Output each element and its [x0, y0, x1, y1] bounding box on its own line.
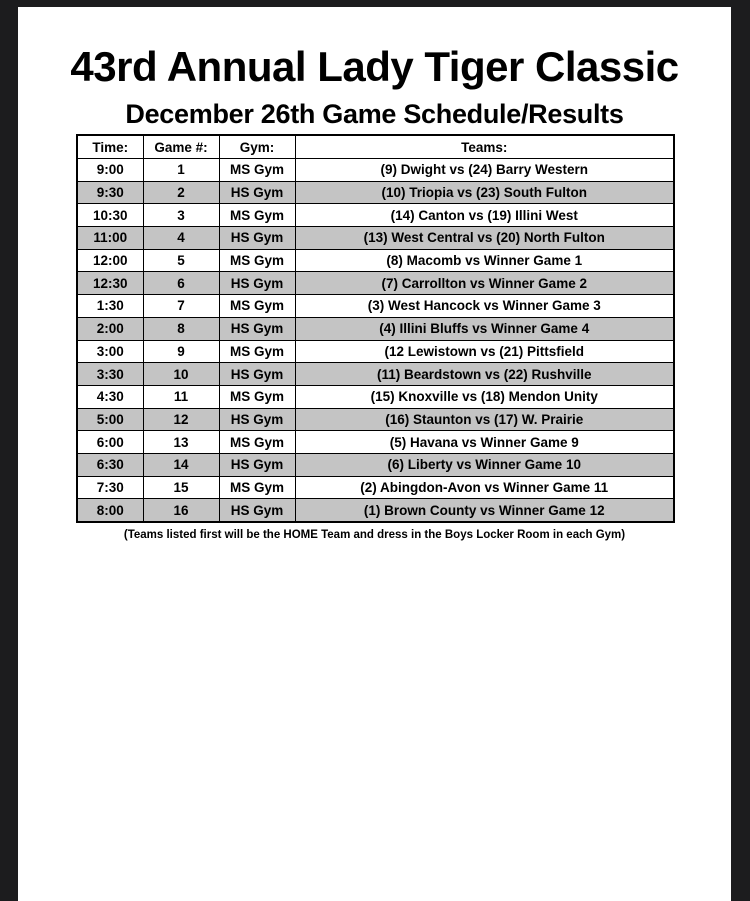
cell-gym: MS Gym [219, 249, 295, 272]
cell-time: 4:30 [77, 385, 143, 408]
cell-teams: (9) Dwight vs (24) Barry Western [295, 159, 674, 182]
table-row [77, 408, 674, 431]
cell-time: 3:30 [77, 363, 143, 386]
cell-time: 6:30 [77, 453, 143, 476]
cell-gym: MS Gym [219, 476, 295, 499]
header-teams: Teams: [295, 135, 674, 159]
cell-game-number: 2 [143, 181, 219, 204]
cell-teams: (2) Abingdon-Avon vs Winner Game 11 [295, 476, 674, 499]
table-row [77, 249, 674, 272]
cell-time: 12:00 [77, 249, 143, 272]
cell-gym: HS Gym [219, 499, 295, 522]
cell-teams: (13) West Central vs (20) North Fulton [295, 227, 674, 250]
table-row [77, 453, 674, 476]
cell-time: 8:00 [77, 499, 143, 522]
table-row [77, 363, 674, 386]
header-time: Time: [77, 135, 143, 159]
cell-gym: HS Gym [219, 272, 295, 295]
cell-game-number: 12 [143, 408, 219, 431]
table-row [77, 499, 674, 522]
page-title: 43rd Annual Lady Tiger Classic [70, 43, 679, 90]
cell-teams: (1) Brown County vs Winner Game 12 [295, 499, 674, 522]
cell-game-number: 5 [143, 249, 219, 272]
header-gym: Gym: [219, 135, 295, 159]
cell-time: 10:30 [77, 204, 143, 227]
cell-time: 3:00 [77, 340, 143, 363]
cell-game-number: 1 [143, 159, 219, 182]
table-row [77, 181, 674, 204]
table-row [77, 317, 674, 340]
cell-teams: (8) Macomb vs Winner Game 1 [295, 249, 674, 272]
cell-gym: HS Gym [219, 181, 295, 204]
cell-game-number: 3 [143, 204, 219, 227]
cell-gym: MS Gym [219, 385, 295, 408]
table-header-row [77, 135, 674, 159]
cell-game-number: 15 [143, 476, 219, 499]
cell-gym: MS Gym [219, 431, 295, 454]
cell-game-number: 9 [143, 340, 219, 363]
cell-time: 12:30 [77, 272, 143, 295]
cell-game-number: 7 [143, 295, 219, 318]
cell-teams: (15) Knoxville vs (18) Mendon Unity [295, 385, 674, 408]
cell-game-number: 6 [143, 272, 219, 295]
cell-gym: HS Gym [219, 453, 295, 476]
cell-gym: HS Gym [219, 363, 295, 386]
schedule-table [76, 134, 675, 523]
home-team-note: (Teams listed first will be the HOME Team and dress in the Boys Locker Room in each Gym) [123, 529, 626, 541]
page-subtitle: December 26th Game Schedule/Results [125, 99, 624, 129]
table-row [77, 385, 674, 408]
cell-time: 2:00 [77, 317, 143, 340]
cell-gym: HS Gym [219, 317, 295, 340]
cell-time: 7:30 [77, 476, 143, 499]
header-game-number: Game #: [143, 135, 219, 159]
cell-teams: (6) Liberty vs Winner Game 10 [295, 453, 674, 476]
table-row [77, 431, 674, 454]
cell-game-number: 10 [143, 363, 219, 386]
cell-game-number: 8 [143, 317, 219, 340]
cell-game-number: 11 [143, 385, 219, 408]
cell-game-number: 13 [143, 431, 219, 454]
cell-teams: (3) West Hancock vs Winner Game 3 [295, 295, 674, 318]
cell-gym: MS Gym [219, 295, 295, 318]
cell-gym: MS Gym [219, 340, 295, 363]
table-row [77, 204, 674, 227]
cell-gym: HS Gym [219, 408, 295, 431]
cell-teams: (14) Canton vs (19) Illini West [295, 204, 674, 227]
cell-teams: (16) Staunton vs (17) W. Prairie [295, 408, 674, 431]
table-row [77, 227, 674, 250]
table-row [77, 272, 674, 295]
cell-game-number: 14 [143, 453, 219, 476]
cell-teams: (12 Lewistown vs (21) Pittsfield [295, 340, 674, 363]
table-row [77, 340, 674, 363]
cell-gym: HS Gym [219, 227, 295, 250]
cell-time: 9:00 [77, 159, 143, 182]
cell-game-number: 16 [143, 499, 219, 522]
cell-teams: (11) Beardstown vs (22) Rushville [295, 363, 674, 386]
cell-teams: (7) Carrollton vs Winner Game 2 [295, 272, 674, 295]
cell-time: 6:00 [77, 431, 143, 454]
cell-time: 1:30 [77, 295, 143, 318]
cell-gym: MS Gym [219, 204, 295, 227]
schedule-page [18, 7, 731, 901]
cell-time: 9:30 [77, 181, 143, 204]
cell-teams: (10) Triopia vs (23) South Fulton [295, 181, 674, 204]
cell-gym: MS Gym [219, 159, 295, 182]
cell-teams: (4) Illini Bluffs vs Winner Game 4 [295, 317, 674, 340]
table-row [77, 476, 674, 499]
cell-time: 5:00 [77, 408, 143, 431]
table-row [77, 159, 674, 182]
cell-teams: (5) Havana vs Winner Game 9 [295, 431, 674, 454]
cell-time: 11:00 [77, 227, 143, 250]
cell-game-number: 4 [143, 227, 219, 250]
table-row [77, 295, 674, 318]
